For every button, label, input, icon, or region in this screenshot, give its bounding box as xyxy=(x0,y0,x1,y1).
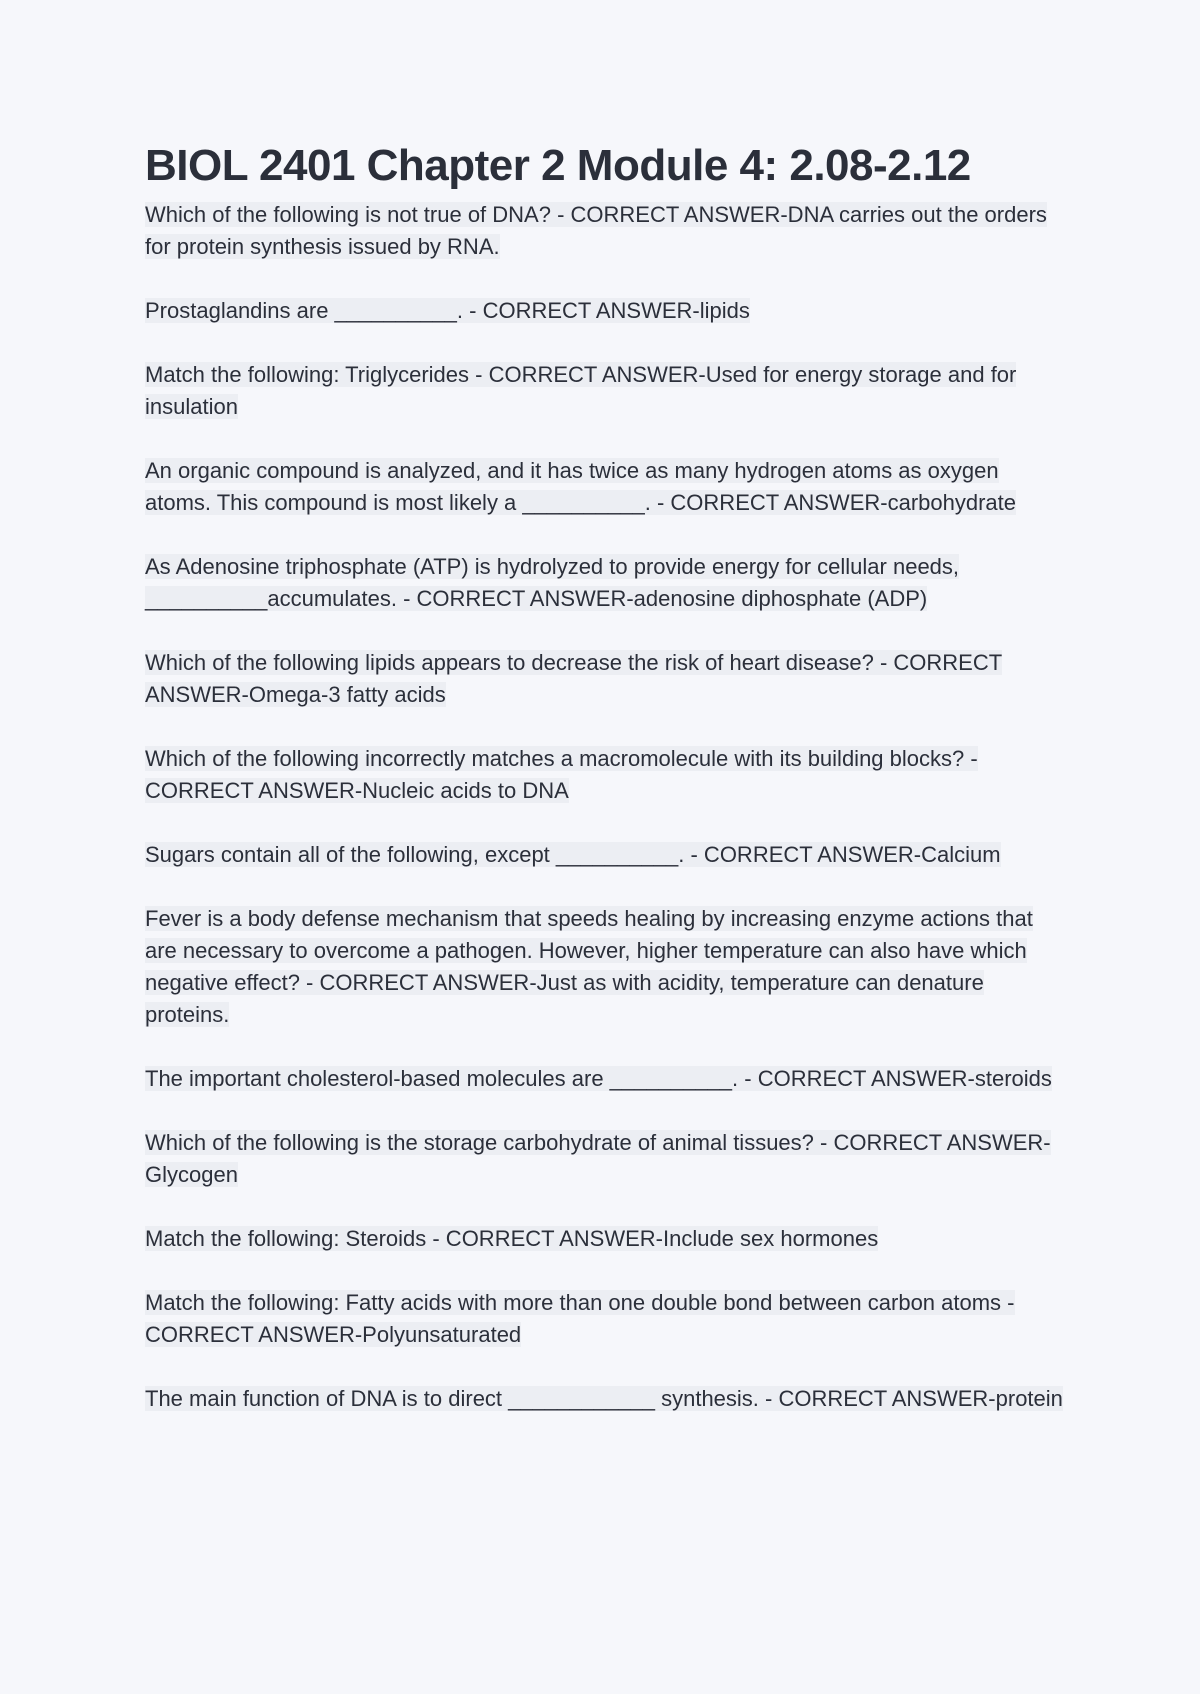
qa-entry-text: Sugars contain all of the following, except __________. - CORRECT ANSWER-Calcium xyxy=(145,841,1001,867)
qa-entry xyxy=(145,647,1065,711)
qa-entry-text: Fever is a body defense mechanism that speeds healing by increasing enzyme actions that are necessary to overcome a pathogen. However, higher temperature can also have which negative effect? - CORRECT ANSWER-Just as with acidity, temperature can denature proteins. xyxy=(145,905,1033,1027)
qa-entry xyxy=(145,551,1065,615)
qa-entry xyxy=(145,1383,1065,1415)
qa-entry-text: An organic compound is analyzed, and it has twice as many hydrogen atoms as oxygen atoms. This compound is most likely a __________. - CORRECT ANSWER-carbohydrate xyxy=(145,457,1016,515)
qa-entry-text: Which of the following is the storage carbohydrate of animal tissues? - CORRECT ANSWER-Glycogen xyxy=(145,1129,1051,1187)
qa-entry-text: As Adenosine triphosphate (ATP) is hydrolyzed to provide energy for cellular needs, __________accumulates. - CORRECT ANSWER-adenosine diphosphate (ADP) xyxy=(145,553,960,611)
page-title: BIOL 2401 Chapter 2 Module 4: 2.08-2.12 xyxy=(145,141,971,190)
qa-entry-text: Match the following: Fatty acids with more than one double bond between carbon atoms - CORRECT ANSWER-Polyunsaturated xyxy=(145,1289,1015,1347)
qa-entry xyxy=(145,455,1065,519)
qa-entry-text: Which of the following incorrectly matches a macromolecule with its building blocks? - CORRECT ANSWER-Nucleic acids to DNA xyxy=(145,745,978,803)
qa-entry-text: Prostaglandins are __________. - CORRECT ANSWER-lipids xyxy=(145,297,750,323)
qa-entry xyxy=(145,199,1065,263)
qa-entry xyxy=(145,839,1065,871)
qa-entry xyxy=(145,1127,1065,1191)
qa-entry xyxy=(145,743,1065,807)
qa-entry xyxy=(145,359,1065,423)
qa-entry xyxy=(145,1287,1065,1351)
qa-entry xyxy=(145,1223,1065,1255)
qa-entry-text: Which of the following lipids appears to decrease the risk of heart disease? - CORRECT ANSWER-Omega-3 fatty acids xyxy=(145,649,1003,707)
qa-entry xyxy=(145,295,1065,327)
qa-entry-text: Match the following: Triglycerides - CORRECT ANSWER-Used for energy storage and for insulation xyxy=(145,361,1017,419)
qa-entry-text: Match the following: Steroids - CORRECT ANSWER-Include sex hormones xyxy=(145,1225,879,1251)
qa-entry-text: The important cholesterol-based molecules are __________. - CORRECT ANSWER-steroids xyxy=(145,1065,1052,1091)
qa-entry-text: Which of the following is not true of DNA? - CORRECT ANSWER-DNA carries out the orders for protein synthesis issued by RNA. xyxy=(145,201,1047,259)
qa-entry xyxy=(145,903,1065,1031)
qa-entry xyxy=(145,1063,1065,1095)
document-page xyxy=(145,140,1065,1447)
qa-entry-text: The main function of DNA is to direct ____________ synthesis. - CORRECT ANSWER-protein xyxy=(145,1385,1063,1411)
